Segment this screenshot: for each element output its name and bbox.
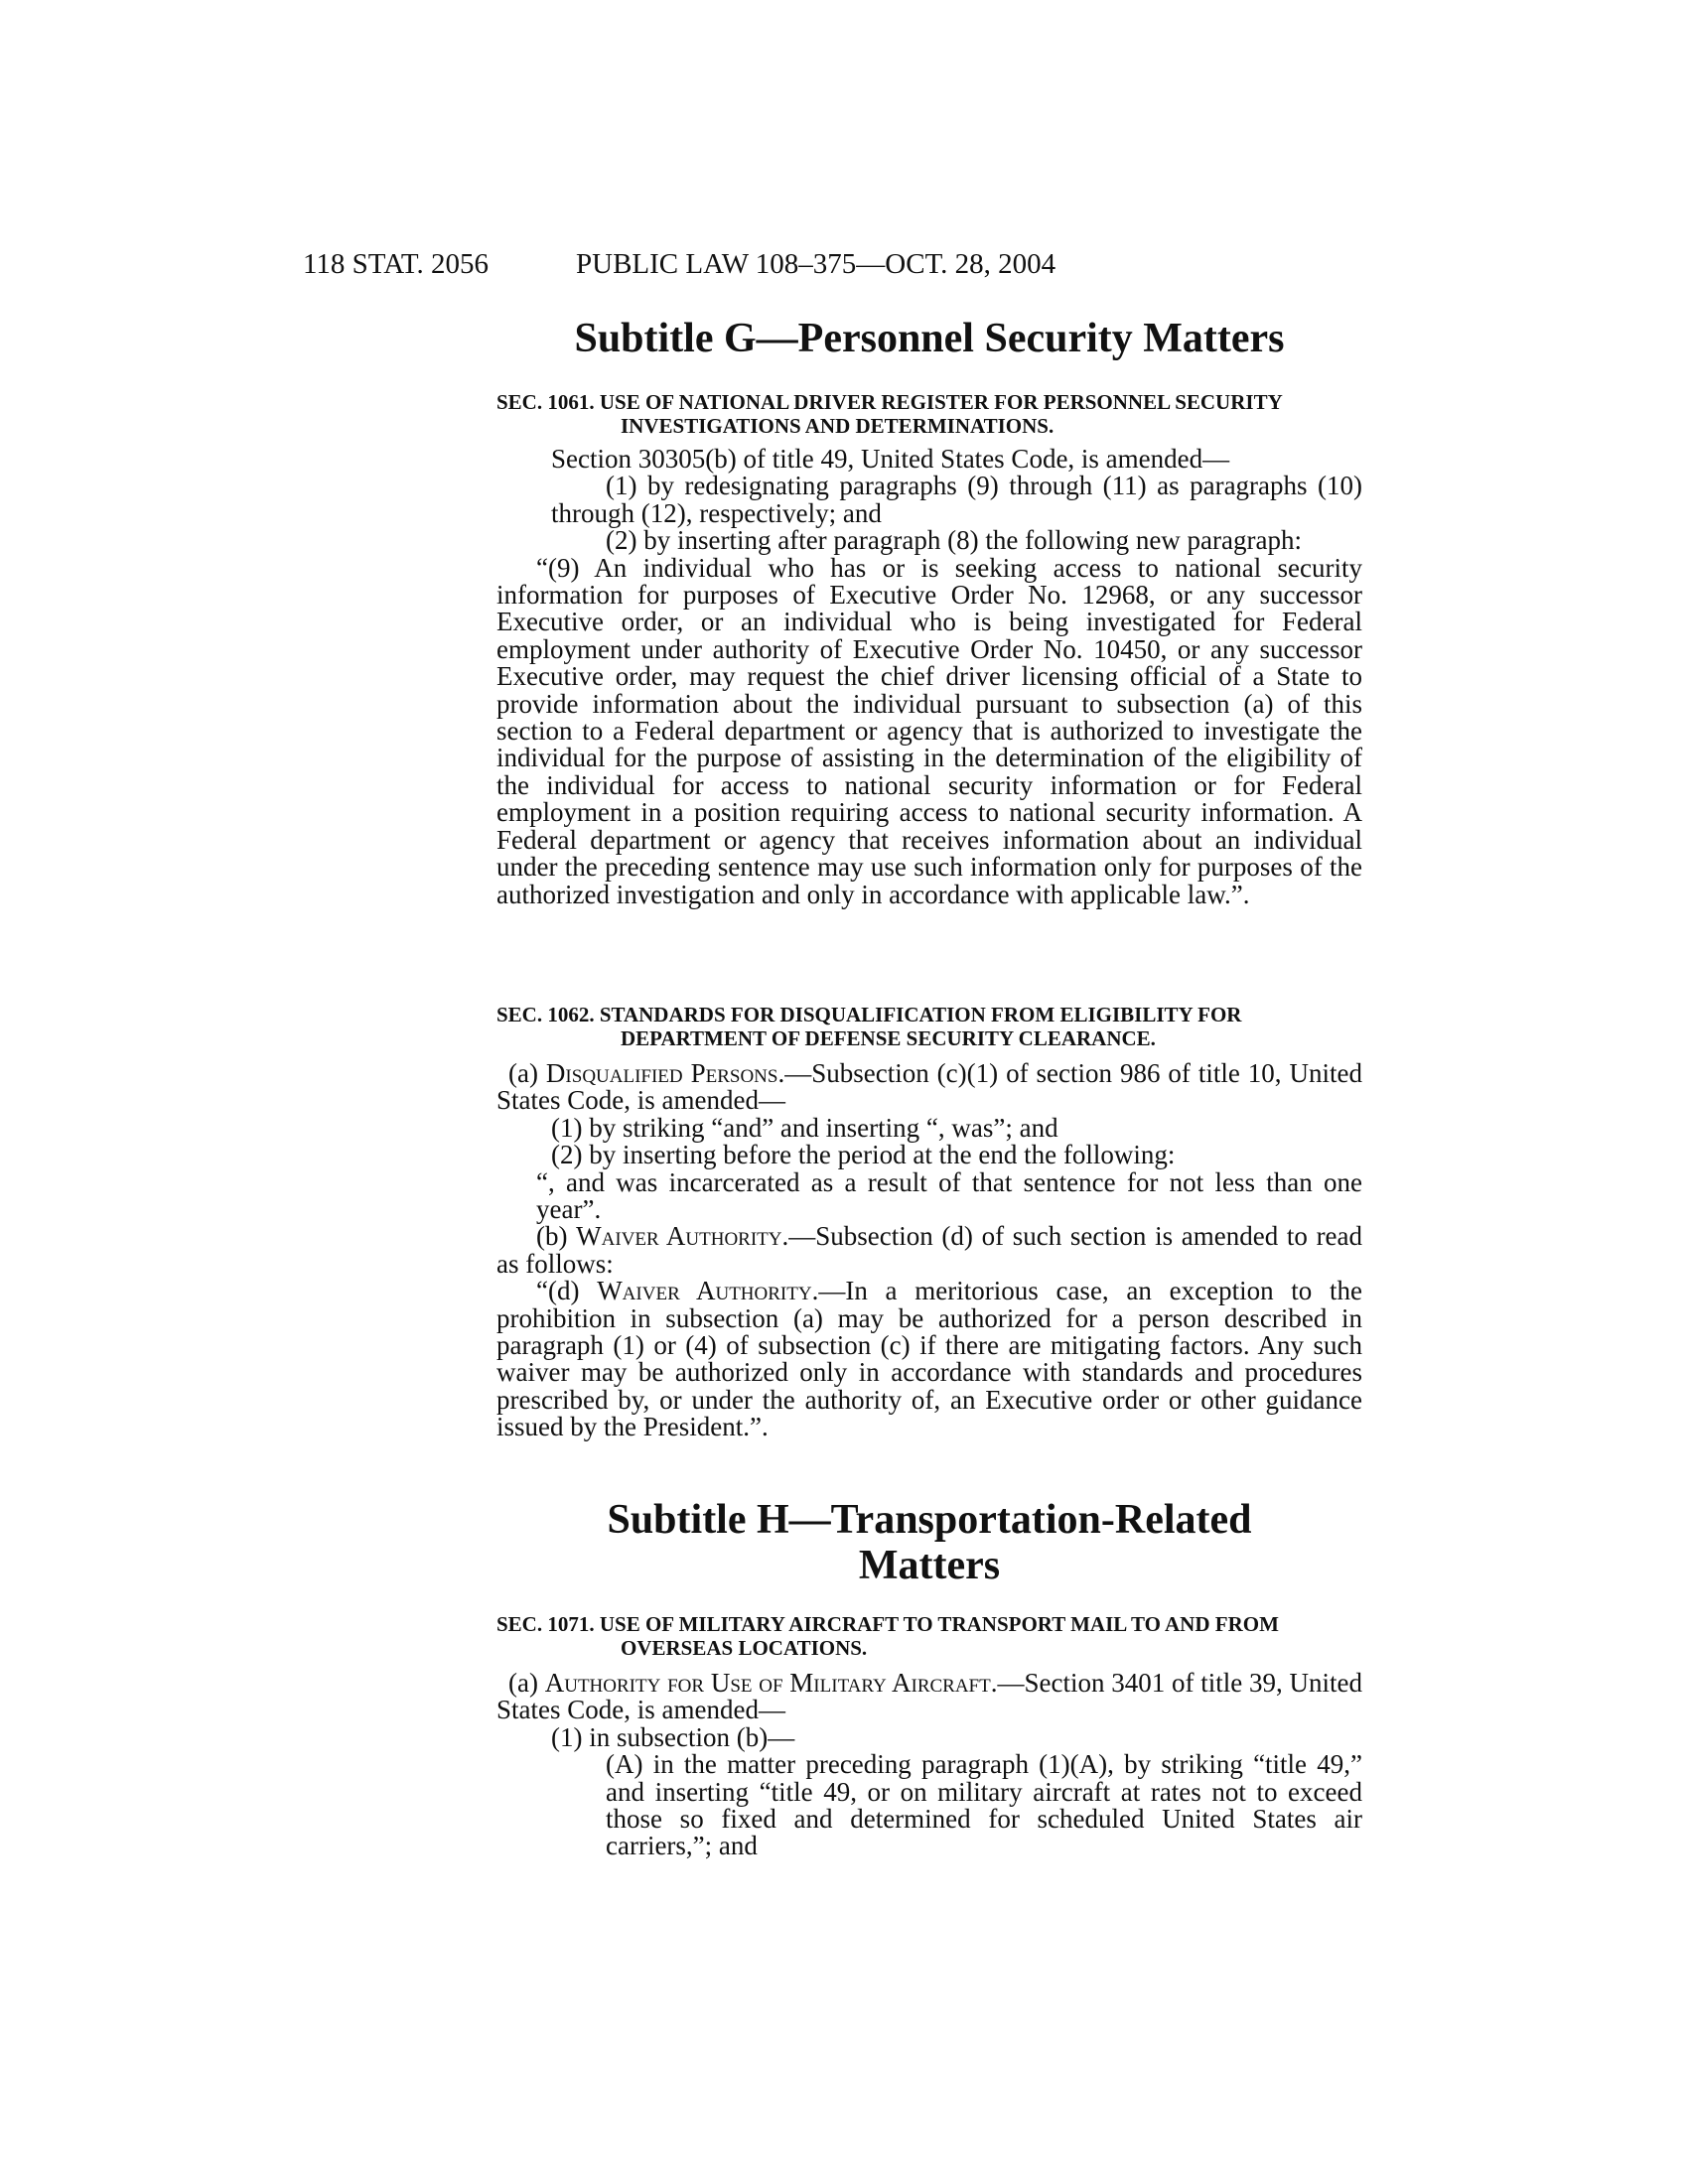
section-1061-heading: SEC. 1061. USE OF NATIONAL DRIVER REGISTER FOR PERSONNEL SECURITY INVESTIGATIONS AND DETERMINATIONS. [496, 390, 1282, 438]
waiver-authority-label: Waiver Authority [576, 1221, 782, 1252]
section-1071-a: (a) Authority for Use of Military Aircraft.—Section 3401 of title 39, United States Code, is amended— [496, 1668, 1363, 1725]
section-1062 [496, 1003, 1362, 1441]
section-1071-heading: SEC. 1071. USE OF MILITARY AIRCRAFT TO TRANSPORT MAIL TO AND FROM OVERSEAS LOCATIONS. [496, 1612, 1279, 1660]
waiver-authority-quoted-label: Waiver Authority [597, 1276, 812, 1306]
section-1062-d-quote: “(d) Waiver Authority.—In a meritorious case, an exception to the prohibition in subsection (a) may be authorized for a person described in paragraph (1) or (4) of subsection (c) if there are mitigating factors. Any such waiver may be authorized only in accordance with standards and procedures prescribed by, or under the authority of, an Executive order or other guidance issued by the President.”. [496, 1276, 1363, 1442]
law-citation: PUBLIC LAW 108–375—OCT. 28, 2004 [576, 248, 1056, 280]
disqualified-persons-label: Disqualified Persons [545, 1058, 778, 1088]
subtitle-g-block [496, 316, 1362, 361]
section-1061 [496, 390, 1362, 908]
section-1071-a-1: (1) in subsection (b)— [551, 1721, 795, 1752]
subtitle-g-heading: Subtitle G—Personnel Security Matters [574, 316, 1285, 361]
section-1062-a: (a) Disqualified Persons.—Subsection (c)(1) of section 986 of title 10, United States Code, is amended— [496, 1058, 1362, 1116]
section-1062-a-2: (2) by inserting before the period at the end the following: [551, 1140, 1176, 1170]
section-1071 [496, 1612, 1362, 1860]
subtitle-h-heading: Subtitle H—Transportation-Related Matters [607, 1497, 1252, 1588]
section-1062-b: (b) Waiver Authority.—Subsection (d) of such section is amended to read as follows: [496, 1221, 1363, 1279]
section-1061-quoted-paragraph: “(9) An individual who has or is seeking access to national security information for purposes of Executive Order No. 12968, or any successor Executive order, or an individual who is being investigated for Federal employment under authority of Executive Order No. 10450, or any successor Executive order, may request the chief driver licensing official of a State to provide information about the individual pursuant to subsection (a) of this section to a Federal department or agency that is authorized to investigate the individual for the purpose of assisting in the determination of the eligibility of the individual for access to national security information or for Federal employment in a position requiring access to national security information. A Federal department or agency that receives information about an individual under the preceding sentence may use such information only for purposes of the authorized investigation and only in accordance with applicable law.”. [496, 552, 1362, 909]
section-1071-a-1-A: (A) in the matter preceding paragraph (1)(A), by striking “title 49,” and inserting “title 49, or on military aircraft at rates not to exceed those so fixed and determined for scheduled United States air carriers,”; and [606, 1749, 1362, 1861]
section-1061-intro: Section 30305(b) of title 49, United States Code, is amended— [551, 444, 1230, 474]
stat-page-number: 118 STAT. 2056 [303, 248, 489, 280]
section-1062-a-2-quote: “, and was incarcerated as a result of that sentence for not less than one year”. [536, 1166, 1362, 1225]
section-1061-item-2: (2) by inserting after paragraph (8) the following new paragraph: [606, 525, 1302, 556]
subtitle-h-block [496, 1497, 1362, 1588]
section-1062-heading: SEC. 1062. STANDARDS FOR DISQUALIFICATION FROM ELIGIBILITY FOR DEPARTMENT OF DEFENSE SECURITY CLEARANCE. [496, 1003, 1242, 1050]
section-1061-item-1: (1) by redesignating paragraphs (9) through (11) as paragraphs (10) through (12), respectively; and [551, 471, 1362, 528]
authority-military-aircraft-label: Authority for Use of Military Aircraft [544, 1668, 991, 1698]
section-1062-a-1: (1) by striking “and” and inserting “, was”; and [551, 1112, 1058, 1143]
